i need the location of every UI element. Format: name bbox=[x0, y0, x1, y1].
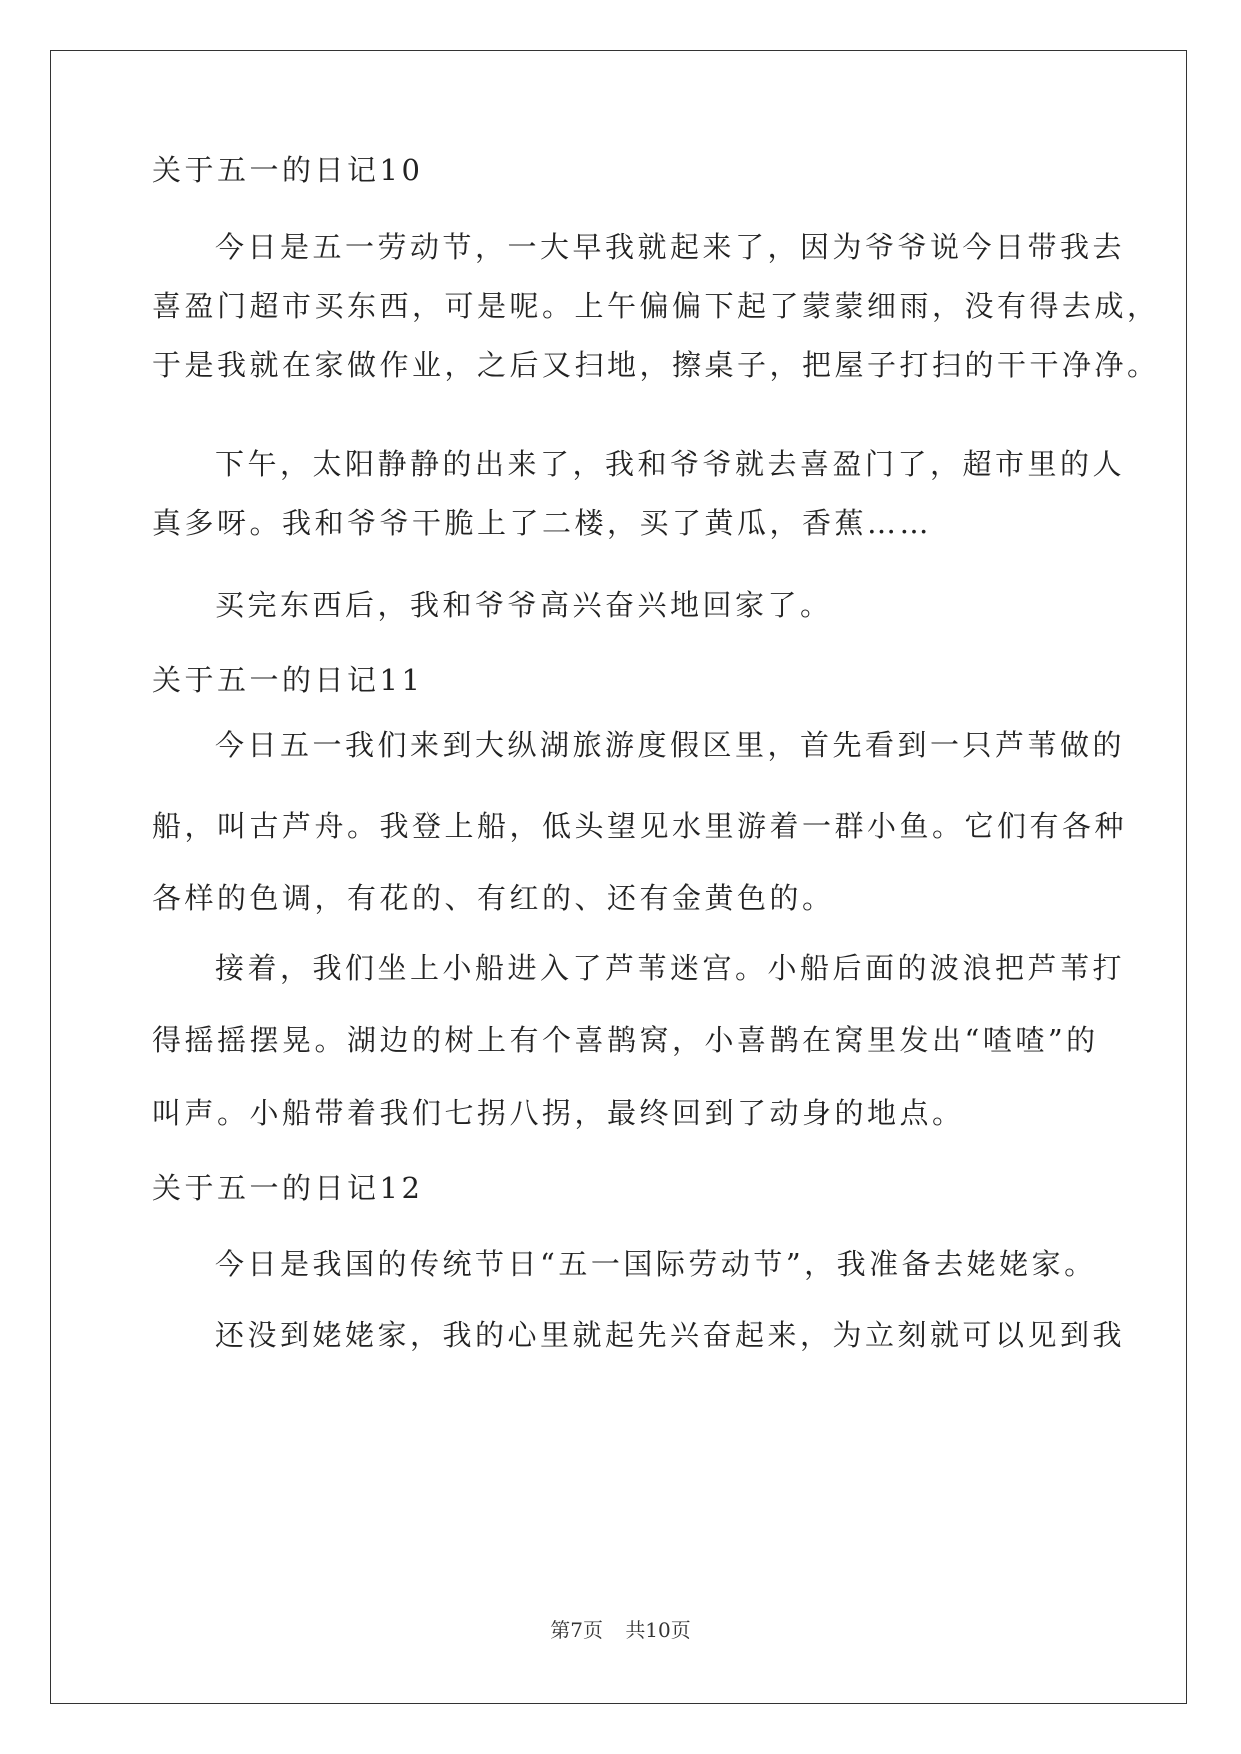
paragraph-line: 各样的色调，有花的、有红的、还有金黄色的。 bbox=[152, 881, 835, 915]
paragraph-line: 今日五一我们来到大纵湖旅游度假区里，首先看到一只芦苇做的 bbox=[215, 728, 1126, 762]
paragraph-line: 买完东西后，我和爷爷高兴奋兴地回家了。 bbox=[215, 588, 833, 622]
paragraph-line: 接着，我们坐上小船进入了芦苇迷宫。小船后面的波浪把芦苇打 bbox=[215, 951, 1126, 985]
paragraph-line: 叫声。小船带着我们七拐八拐，最终回到了动身的地点。 bbox=[152, 1096, 965, 1130]
paragraph-line: 今日是我国的传统节日“五一国际劳动节”，我准备去姥姥家。 bbox=[215, 1247, 1097, 1281]
page-total: 共10页 bbox=[625, 1618, 691, 1642]
page-number: 第7页 bbox=[550, 1618, 603, 1642]
paragraph-line: 真多呀。我和爷爷干脆上了二楼，买了黄瓜，香蕉…… bbox=[152, 506, 933, 540]
paragraph-line: 得摇摇摆晃。湖边的树上有个喜鹊窝，小喜鹊在窝里发出“喳喳”的 bbox=[152, 1023, 1099, 1057]
paragraph-line: 于是我就在家做作业，之后又扫地，擦桌子，把屋子打扫的干干净净。 bbox=[152, 348, 1160, 382]
page-footer bbox=[0, 1614, 1241, 1643]
paragraph-line: 还没到姥姥家，我的心里就起先兴奋起来，为立刻就可以见到我 bbox=[215, 1318, 1126, 1352]
paragraph-line: 今日是五一劳动节，一大早我就起来了，因为爷爷说今日带我去 bbox=[215, 230, 1126, 264]
diary-title-10: 关于五一的日记10 bbox=[152, 153, 424, 187]
diary-title-11: 关于五一的日记11 bbox=[152, 663, 424, 697]
paragraph-line: 下午，太阳静静的出来了，我和爷爷就去喜盈门了，超市里的人 bbox=[215, 447, 1126, 481]
paragraph-line: 船，叫古芦舟。我登上船，低头望见水里游着一群小鱼。它们有各种 bbox=[152, 809, 1128, 843]
diary-title-12: 关于五一的日记12 bbox=[152, 1171, 424, 1205]
paragraph-line: 喜盈门超市买东西，可是呢。上午偏偏下起了蒙蒙细雨，没有得去成， bbox=[152, 289, 1160, 323]
